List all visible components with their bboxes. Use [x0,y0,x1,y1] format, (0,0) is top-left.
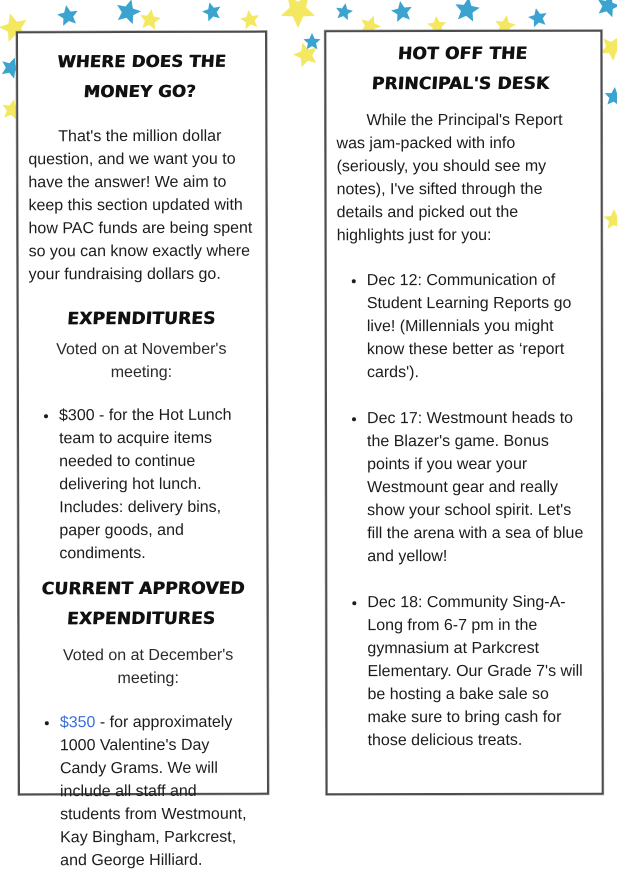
money-intro: That's the million dollar question, and we want you to have the answer! We aim to keep this section updated with how PAC funds are being spent so you can know exactly where your fundraising dollars go. [28,127,253,284]
star-icon [594,0,617,18]
money-title: WHERE DOES THE MONEY GO? [56,51,227,102]
current-expenditure-description: - for approximately 1000 Valentine's Day Candy Grams. We will include all staff and students from Westmount, Kay Bingham, Parkcrest, and George Hilliard. [59,713,247,870]
star-icon [56,3,80,26]
highlights-list [337,269,588,752]
expenditures-list [29,404,254,566]
star-icon [290,41,321,72]
current-expenditure-item [60,711,255,872]
star-icon [113,0,143,25]
star-icon [303,33,320,49]
expenditures-heading: EXPENDITURES [66,308,217,330]
current-approved-heading [27,574,256,635]
expenditure-description: - for the Hot Lunch team to acquire items needed to continue delivering hot lunch. Includes: delivery bins, paper goods, and condiments. [59,406,232,563]
money-panel [16,31,269,870]
principals-desk-panel [324,30,603,795]
star-icon [200,0,223,22]
candy-grams-amount-link[interactable]: $350 [59,714,96,732]
december-voted-label: Voted on at December's meeting: [62,646,234,688]
star-icon [604,209,617,229]
star-icon [390,0,414,23]
expenditure-amount: $300 [58,407,95,425]
star-icon [604,86,617,106]
principals-desk-title-line2: PRINCIPAL'S DESK [370,73,550,95]
star-icon [281,0,315,28]
star-icon [138,8,161,31]
star-icon [453,0,481,22]
highlight-item: • Dec 17: Westmount heads to the Blazer's game. Bonus points if you wear your Westmount gear and really show your school spirit. Let's fill the arena with a sea of blue and yellow! [367,407,587,568]
star-icon [334,2,354,21]
principals-desk-title [334,39,588,99]
november-voted-label: Voted on at November's meeting: [56,340,227,382]
principals-desk-intro: While the Principal's Report was jam-packed with info (seriously, you should see my notes), I've sifted through the details and picked out the highlights just for you: [336,111,563,245]
current-approved-heading-line1: CURRENT APPROVED [40,578,246,600]
highlight-item: • Dec 12: Communication of Student Learning Reports go live! (Millennials you might know these better as ‘report cards'). [367,269,587,384]
expenditure-item [59,404,254,566]
current-expenditures-list [30,711,255,872]
star-icon [527,6,549,28]
principals-desk-title-line1: HOT OFF THE [397,43,528,65]
highlight-item: • Dec 18: Community Sing-A-Long from 6-7 pm in the gymnasium at Parkcrest Elementary. Our Grade 7's will be hosting a bake sale so make sure to bring cash for those delicious treats. [367,591,587,752]
current-approved-heading-line2: EXPENDITURES [66,608,216,630]
star-icon [239,9,261,30]
